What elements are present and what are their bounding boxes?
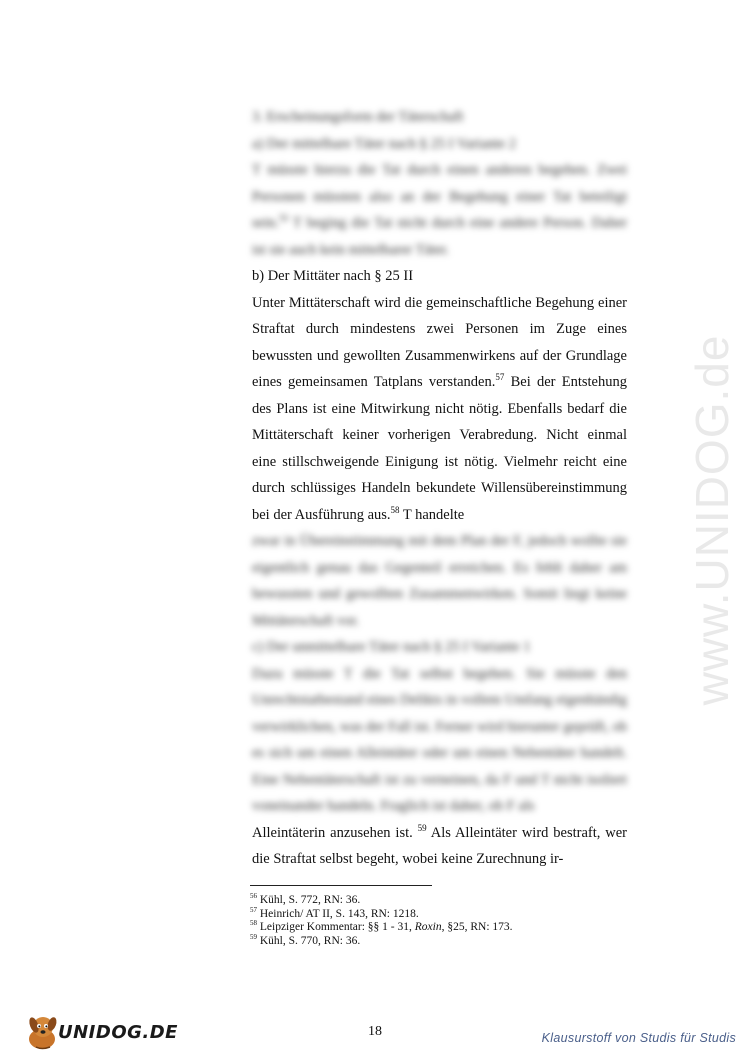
footnotes [250,894,650,948]
footnote-divider [250,885,432,886]
page-number: 18 [368,1024,382,1039]
footnote-57: $^{57}$ Heinrich/ AT II, S. 143, RN: 1218. [250,905,419,920]
tagline: Klausurstoff von Studis für Studis [541,1031,736,1045]
heading-3: 3. Erscheinungsform der Täterschaft [252,109,464,125]
footnote-58: $^{58}$ Leipziger Kommentar: §§ 1 - 31, Roxin, §25, RN: 173. [250,919,513,933]
heading-c: c) Der unmittelbare Täter nach § 25 I Variante 1 [252,639,531,655]
footnote-ref-57: 57 [495,372,505,383]
watermark: www.UNIDOG.de [686,334,738,706]
paragraph-b-tail: zwar in Übereinstimmung mit dem Plan der F, jedoch wollte sie eigentlich genau das Gegenteil erreichen. Es fehlt daher am bewussten und gewollten Zusammenwirken. Somit liegt keine Mittäterschaft vor. [252,533,627,629]
footnote-56: $^{56}$ Kühl, S. 772, RN: 36. [250,892,361,906]
logo-text: UNIDOG.DE [58,1022,178,1043]
heading-b: b) Der Mittäter nach § 25 II [252,268,414,284]
heading-a: a) Der mittelbare Täter nach § 25 I Variante 2 [252,135,516,152]
paragraph-end: Alleintäterin anzusehen ist. $^{59}$ Als Alleintäter wird bestraft, wer die Straftat selbst begeht, wobei keine Zurechnung ir- [252,822,627,867]
footnote-ref-58: 58 [390,504,400,515]
unidog-logo [22,1012,182,1052]
footnote-59: $^{59}$ Kühl, S. 770, RN: 36. [250,932,361,947]
dog-mascot-icon [22,1012,62,1052]
footnote-ref-59: 59 [417,822,427,833]
blurred-intro [252,104,627,263]
blurred-middle [252,528,627,820]
paragraph-a: T müsste hierzu die Tat durch einen anderen begehen. Zwei Personen müssten also an der Begehung einer Tat beteiligt sein.$^{56}$ T beging die Tat nicht durch eine andere Person. Daher ist sie auch kein mittelbarer Täter. [252,162,627,258]
paragraph-b: Unter Mittäterschaft wird die gemeinschaftliche Begehung einer Straftat durch mindestens zwei Personen im Zuge eines bewussten und gewollten Zusammenwirkens auf der Grundlage eines gemeinsamen Tatplans verstanden.$^{57}$ Bei der Entstehung des Plans ist eine Mitwirkung nicht nötig. Ebenfalls bedarf die Mittäterschaft keiner vorherigen Verabredung. Nicht einmal eine stillschweigende Einigung ist nötig. Vielmehr reicht eine durch schlüssiges Handeln bekundete Willensübereinstimmung bei der Ausführung aus.$^{58}$ T handelte [252,294,627,523]
paragraph-c: Dazu müsste T die Tat selbst begehen. Sie müsste den Unrechtstatbestand eines Delikts in vollem Umfang eigenhändig verwirklichen, was der Fall ist. Ferner wird hierunter geprüft, ob es sich um einen Alleintäter oder um einen Nebentäter handelt. Eine Nebentäterschaft ist zu verneinen, da F und T nicht isoliert voneinander handeln. Fraglich ist daher, ob F als [252,665,627,814]
body-text [252,104,627,873]
